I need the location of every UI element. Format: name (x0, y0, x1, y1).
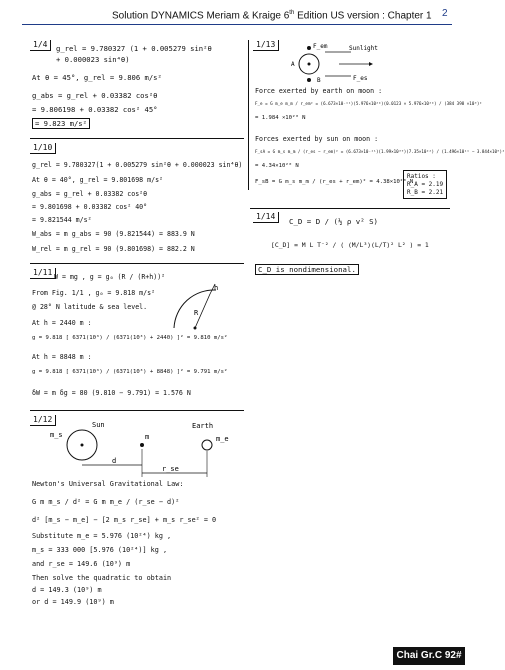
equation-line: d² [m_s − m_e] − [2 m_s r_se] + m_s r_se² = 0 (32, 516, 217, 524)
equation-line: and r_se = 149.6 (10⁹) m (32, 560, 131, 568)
footer-badge: Chai Gr.C 92# (393, 647, 465, 665)
ratios-box (403, 170, 447, 199)
equation-line: At θ = 45°, g_rel = 9.806 m/s² (32, 73, 162, 82)
title-text: Solution DYNAMICS Meriam & Kraige 6 (112, 10, 290, 22)
title-text-tail: Edition US version : Chapter 1 (294, 10, 432, 22)
ratio-a: R_A = 2.19 (407, 180, 444, 188)
point-b-label: B (317, 77, 321, 84)
equation-line: Substitute m_e = 5.976 (10²⁴) kg , (32, 532, 172, 540)
divider-left-3 (30, 410, 244, 411)
equation-result (32, 120, 90, 127)
equation-line: = 9.821544 m/s² (32, 216, 92, 224)
equation-line: g = 9.818 [ 6371(10³) / (6371(10³) + 2440) ]² = 9.810 m/s² (32, 335, 228, 341)
equation-line: g = 9.818 [ 6371(10³) / (6371(10³) + 8848) ]² = 9.791 m/s² (32, 369, 228, 375)
equation-line: g_abs = g_rel + 0.03382 cos²θ (32, 190, 148, 198)
equation-line: C_D = D / (½ ρ v² S) (289, 217, 378, 226)
problem-id: 1/14 (253, 212, 279, 223)
sun-earth-figure (42, 419, 237, 479)
earth-moon-figure (279, 42, 389, 84)
problem-1-11 (30, 268, 245, 408)
mass-label: m (145, 433, 150, 441)
sun-label: Sun (92, 421, 105, 429)
equation-line: F_sA = G m_s m_m / (r_es − r_em)² = (6.673×10⁻¹¹)(1.99×10³⁰)(7.35×10²²) / (1.496×10¹¹ − 3.844×10⁸)² (255, 149, 505, 154)
fem-label: F_em (313, 43, 328, 50)
equation-line: = 9.806198 + 0.03382 cos² 45° (32, 105, 158, 114)
equation-line: = 4.34×10²⁰ N (255, 163, 299, 169)
column-divider (248, 40, 249, 190)
equation-line: m_s = 333 000 [5.976 (10²⁴)] kg , (32, 546, 168, 554)
equation-line: At h = 8848 m : (32, 353, 92, 361)
equation-line: + 0.000023 sin⁴θ) (56, 55, 130, 64)
equation-line: @ 28° N latitude & sea level. (32, 303, 148, 311)
height-label: h (214, 284, 219, 292)
equation-line: g_abs = g_rel + 0.03382 cos²θ (32, 91, 158, 100)
equation-line: g_rel = 9.780327(1 + 0.005279 sin²θ + 0.000023 sin⁴θ) (32, 161, 243, 169)
equation-line: d = 149.3 (10⁹) m (32, 586, 102, 594)
problem-1-14 (253, 212, 453, 282)
distance-d-label: d (112, 457, 117, 465)
equation-line: W_abs = m g_abs = 90 (9.821544) = 883.9 N (32, 230, 195, 238)
equation-line: W = mg , g = g₀ (R / (R+h))² (54, 273, 166, 281)
equation-line: = 9.801698 + 0.03382 cos² 40° (32, 203, 148, 211)
header-rule (22, 24, 452, 25)
sunlight-label: Sunlight (349, 45, 378, 52)
equation-line: At h = 2440 m : (32, 319, 92, 327)
title-superscript: th (289, 10, 295, 16)
header-title (112, 10, 432, 21)
equation-line: F_sB = G m_s m_m / (r_es + r_em)² = 4.38×10²⁰ N (255, 179, 414, 185)
boxed-answer: C_D is nondimensional. (255, 264, 359, 275)
equation-line: = 1.984 ×10²⁰ N (255, 115, 306, 121)
divider-left-2 (30, 263, 244, 264)
equation-line: Then solve the quadratic to obtain (32, 574, 172, 582)
equation-line: F_e = G m_e m_m / r_em² = (6.673×10⁻¹¹)(5.976×10²⁴)(0.0123 × 5.976×10²⁴) / (384 398 ×10³)² (255, 101, 482, 106)
equation-line: [C_D] = M L T⁻² / ( (M/L³)(L/T)² L² ) = 1 (271, 241, 429, 249)
earth-mass-label: m_e (216, 435, 229, 443)
problem-1-10 (30, 143, 245, 261)
equation-result (255, 266, 359, 273)
problem-id: 1/12 (30, 415, 56, 426)
problem-id: 1/4 (30, 40, 51, 51)
problem-1-4 (30, 40, 245, 135)
radius-label: R (194, 309, 199, 317)
problem-1-12 (30, 415, 245, 615)
equation-line: or d = 149.9 (10⁹) m (32, 598, 114, 606)
equation-line: G m m_s / d² = G m m_e / (r_se − d)² (32, 498, 180, 506)
problem-id: 1/11 (30, 268, 56, 279)
equation-line: g_rel = 9.780327 (1 + 0.005279 sin²θ (56, 44, 212, 53)
equation-line: Forces exerted by sun on moon : (255, 135, 379, 143)
equation-line: At θ = 40°, g_rel = 9.801698 m/s² (32, 176, 164, 184)
sun-mass-label: m_s (50, 431, 63, 439)
ratios-title: Ratios : (407, 173, 436, 180)
boxed-answer: = 9.823 m/s² (32, 118, 90, 129)
problem-id: 1/13 (253, 40, 279, 51)
divider-right-1 (250, 208, 450, 209)
equation-line: W_rel = m g_rel = 90 (9.801698) = 882.2 N (32, 245, 195, 253)
fes-label: F_es (353, 75, 368, 82)
point-a-label: A (291, 61, 295, 68)
earth-arc-figure (170, 282, 220, 332)
equation-line: From Fig. 1/1 , g₀ = 9.818 m/s² (32, 289, 156, 297)
distance-rse-label: r_se (162, 465, 179, 473)
equation-line: Newton's Universal Gravitational Law: (32, 480, 184, 488)
earth-label: Earth (192, 422, 214, 430)
page-header (0, 0, 474, 25)
problem-1-13 (253, 40, 505, 205)
problem-id: 1/10 (30, 143, 56, 154)
page-number: 2 (442, 8, 448, 19)
ratio-b: R_B = 2.21 (407, 188, 444, 196)
divider-left-1 (30, 138, 244, 139)
equation-line: δW = m δg = 80 (9.810 − 9.791) = 1.576 N (32, 389, 191, 397)
equation-line: Force exerted by earth on moon : (255, 87, 383, 95)
